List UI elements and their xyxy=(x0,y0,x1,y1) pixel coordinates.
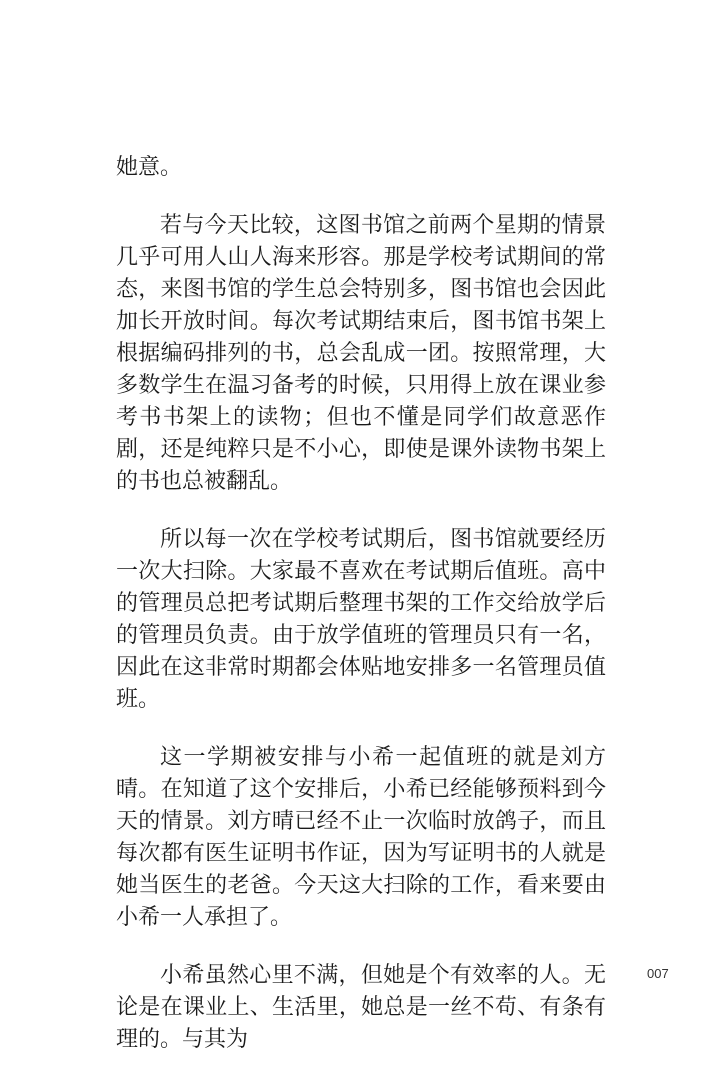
paragraph: 这一学期被安排与小希一起值班的就是刘方晴。在知道了这个安排后，小希已经能够预料到今天的情景。刘方晴已经不止一次临时放鸽子，而且每次都有医生证明书作证，因为写证明书的人就是她当医生的老爸。今天这大扫除的工作，看来要由小希一人承担了。 xyxy=(116,745,606,930)
paragraph: 若与今天比较，这图书馆之前两个星期的情景几乎可用人山人海来形容。那是学校考试期间的常态，来图书馆的学生总会特别多，图书馆也会因此加长开放时间。每次考试期结束后，图书馆书架上根据编码排列的书，总会乱成一团。按照常理，大多数学生在温习备考的时候，只用得上放在课业参考书书架上的读物；但也不懂是同学们故意恶作剧，还是纯粹只是不小心，即使是课外读物书架上的书也总被翻乱。 xyxy=(116,213,606,494)
paragraph-continuation: 她意。 xyxy=(116,155,183,180)
body-text xyxy=(116,152,606,1082)
paragraph: 小希虽然心里不满，但她是个有效率的人。无论是在课业上、生活里，她总是一丝不苟、有条有理的。与其为 xyxy=(116,963,606,1052)
page-number: 007 xyxy=(647,966,669,981)
paragraph: 所以每一次在学校考试期后，图书馆就要经历一次大扫除。大家最不喜欢在考试期后值班。高中的管理员总把考试期后整理书架的工作交给放学后的管理员负责。由于放学值班的管理员只有一名，因此在这非常时期都会体贴地安排多一名管理员值班。 xyxy=(116,527,606,712)
